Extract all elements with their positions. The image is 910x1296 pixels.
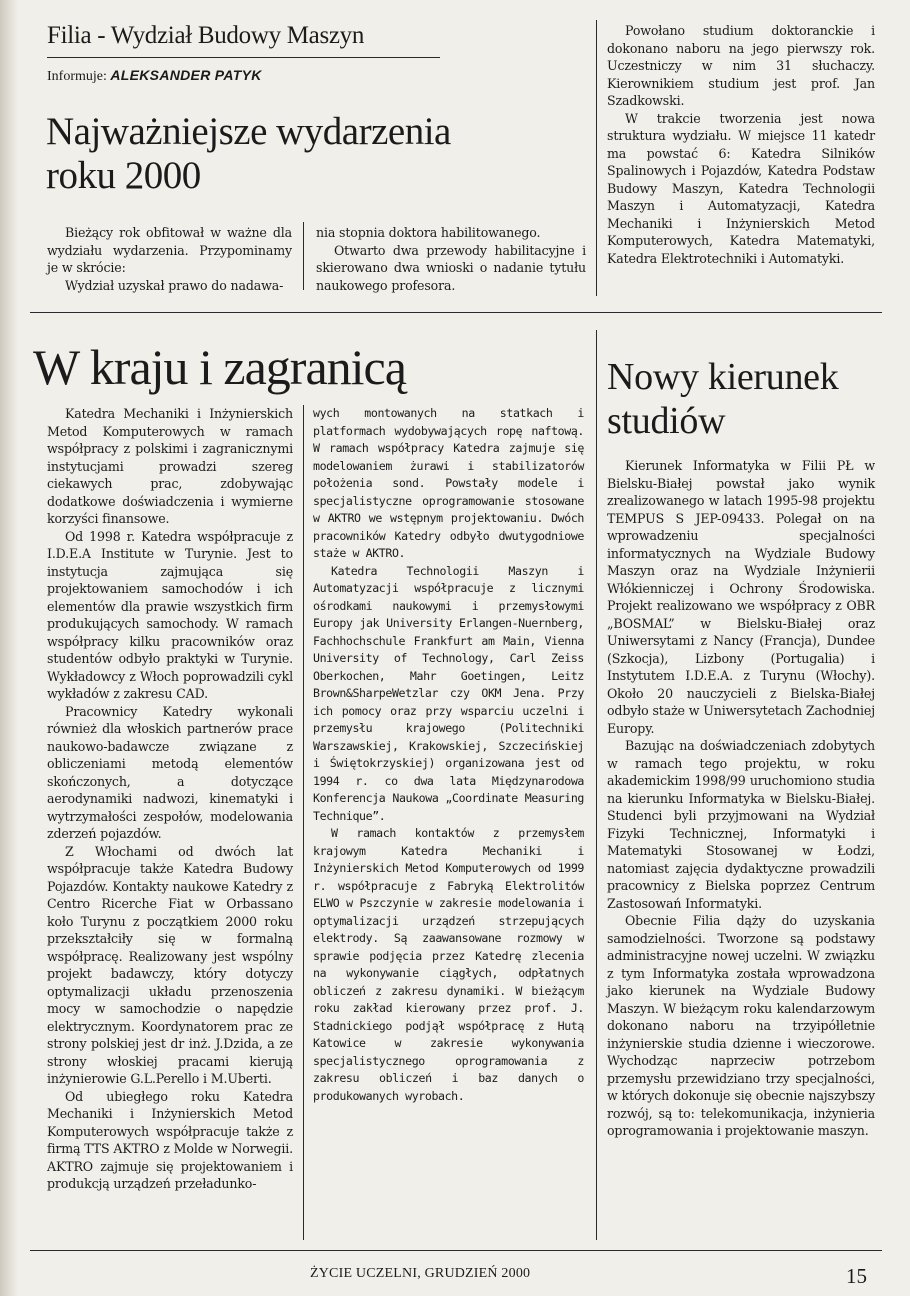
page-number: 15 [846,1264,867,1288]
page-binding-shadow [0,0,18,1296]
article3-paragraph: Bazując na doświadczeniach zdobytych w ramach tego projektu, w roku akademickim 1998/99 uruchomiono studia na kierunku Informatyka w Bielsku-Białej. Studenci byli przyjmowani na Wydział Fizyki Technicznej, Informatyki i Matematyki Stosowanej w Łodzi, natomiast zajęcia dydaktyczne prowadzili pracownicy z Bielska poprzez Centrum Zastosowań Informatyki. [607,738,875,911]
column-divider [303,405,304,1240]
byline-author: ALEKSANDER PATYK [110,67,262,83]
article2-title: W kraju i zagranicą [33,339,406,395]
article2-paragraph: Od 1998 r. Katedra współpracuje z I.D.E.A Institute w Turynie. Jest to instytucja zajmująca się projektowaniem samochodów i ich elementów dla prawie wszystkich firm produkujących samochody. W ramach współpracy kilku pracowników oraz studentów odbyło praktyki w Turynie. Wykładowcy z Włoch poprowadzili cykl wykładów z zakresu CAD. [47,528,293,701]
article1-column-1 [47,224,292,294]
column-divider [596,330,597,1240]
article1-paragraph: Wydział uzyskał prawo do nadawa- [65,277,284,293]
byline [47,67,262,85]
footer-rule [30,1250,882,1251]
header-rule [47,57,440,58]
article1-paragraph: Powołano studium doktoranckie i dokonano naboru na jego pierwszy rok. Uczestniczy w nim 31 słuchaczy. Kierownikiem studium jest prof. Jan Szadkowski. [607,23,875,108]
column-divider [596,20,597,296]
article2-paragraph: wych montowanych na statkach i platformach wydobywających ropę naftową. W ramach współpracy Katedra zajmuje się modelowaniem żurawi i stabilizatorów położenia sond. Powstały modele i specjalistyczne oprogramowanie stosowane w AKTRO we wstępnym projektowaniu. Dwóch pracowników Katedry odbyło dwutygodniowe staże w AKTRO. [313,406,584,560]
article3-paragraph: Kierunek Informatyka w Filii PŁ w Bielsku-Białej powstał jako wynik zrealizowanego w latach 1995-98 projektu TEMPUS S JEP-09433. Polegał on na wprowadzeniu specjalności informatycznych na Wydziale Budowy Maszyn oraz na Wydziale Inżynierii Włókienniczej i Ochrony Środowiska. Projekt realizowano we współpracy z OBR „BOSMAL” w Bielsku-Białej oraz Uniwersytami z Nancy (Francja), Dundee (Szkocja), Lizbony (Portugalia) i Instytutem I.D.E.A. z Turynu (Włochy). Około 20 nauczycieli z Bielska-Białej odbyło staże w Uniwersytetach Zachodniej Europy. [607,458,875,736]
article1-paragraph: Otwarto dwa przewody habilitacyjne i skierowano dwa wnioski o nadanie tytułu naukowego profesora. [316,242,586,293]
article1-column-2 [316,224,586,294]
article2-paragraph: W ramach kontaktów z przemysłem krajowym Katedra Mechaniki i Inżynierskich Metod Komputerowych od 1999 r. współpracuje z Fabryką Elektrolitów ELWO w Pszczynie w zakresie modelowania i optymalizacji urządzeń strzepujących elektrody. Są zaawansowane rozmowy w sprawie podjęcia przez Katedrę zlecenia na wykonywanie ciągłych, odpłatnych obliczeń z zakresu dynamiki. W bieżącym roku zakład kierowany przez prof. J. Stadnickiego podjął współpracę z Hutą Katowice w zakresie wykonywania specjalistycznego oprogramowania z zakresu obliczeń i baz danych o produkowanych wyrobach. [313,826,584,1103]
article2-paragraph: Pracownicy Katedry wykonali również dla włoskich partnerów prace naukowo-badawcze związane z obliczeniami metodą elementów skończonych, a dotyczące aerodynamiki nadwozi, kinematyki i wytrzymałości zespołów, modelowania zderzeń pojazdów. [47,703,293,841]
article2-paragraph: Z Włochami od dwóch lat współpracuje także Katedra Budowy Pojazdów. Kontakty naukowe Katedry z Centro Ricerche Fiat w Orbassano koło Turynu z początkiem 2000 roku przekształciły się w formalną współpracę. Realizowany jest wspólny projekt badawczy, który dotyczy optymalizacji układu przenoszenia mocy w samochodzie o napędzie elektrycznym. Koordynatorem prac ze strony polskiej jest dr inż. J.Dzida, a ze strony włoskiej pracami kierują inżynierowie G.L.Perello i M.Uberti. [47,843,293,1086]
article1-column-3 [607,22,875,267]
article3-title: Nowy kierunek studiów [607,356,839,442]
article2-paragraph: Katedra Mechaniki i Inżynierskich Metod Komputerowych w ramach współpracy z polskimi i zagranicznymi instytucjami prowadzi szereg ciekawych prac, zdobywając dodatkowe doświadczenia i wymierne korzyści finansowe. [47,406,293,526]
section-heading: Filia - Wydział Budowy Maszyn [47,22,365,49]
article1-paragraph: W trakcie tworzenia jest nowa struktura wydziału. W miejsce 11 katedr ma powstać 6: Katedra Silników Spalinowych i Pojazdów, Katedra Podstaw Budowy Maszyn, Katedra Technologii Maszyn i Automatyzacji, Katedra Mechaniki i Inżynierskich Metod Komputerowych, Katedra Matematyki, Katedra Elektrotechniki i Automatyki. [607,110,875,266]
column-divider [303,222,304,290]
article1-paragraph: Bieżący rok obfitował w ważne dla wydziału wydarzenia. Przypominamy je w skrócie: [47,225,292,275]
article3-paragraph: Obecnie Filia dąży do uzyskania samodzielności. Tworzone są podstawy administracyjne nowej uczelni. W związku z tym Informatyka została wprowadzona jako kierunek na Wydziale Budowy Maszyn. W bieżącym roku kalendarzowym dokonano naboru na trzyipółletnie inżynierskie studia dzienne i wieczorowe. Wychodząc naprzeciw potrzebom przemysłu przewidziano trzy specjalności, w których dokonuje się obecnie najszybszy rozwój, są to: telekomunikacja, inżynieria oprogramowania i projektowanie maszyn. [607,913,875,1138]
section-divider [30,312,882,313]
publication-footer: ŻYCIE UCZELNI, GRUDZIEŃ 2000 [310,1266,531,1281]
article1-paragraph: nia stopnia doktora habilitowanego. [316,225,541,240]
article2-paragraph: Od ubiegłego roku Katedra Mechaniki i Inżynierskich Metod Komputerowych współpracuje także z firmą TTS AKTRO z Molde w Norwegii. AKTRO zajmuje się projektowaniem i produkcją urządzeń przeładunko- [47,1088,293,1191]
article1-title: Najważniejsze wydarzenia roku 2000 [46,110,451,197]
article3-column [607,457,875,1140]
article2-column-1 [47,405,293,1193]
article2-paragraph: Katedra Technologii Maszyn i Automatyzacji współpracuje z licznymi ośrodkami naukowymi i przemysłowymi Europy jak University Erlangen-Nuernberg, Fachhochschule Frankfurt am Main, Vienna University of Technology, Carl Zeiss Oberkochen, Mahr Goetingen, Leitz Brown&SharpeWetzlar czy OKM Jena. Przy ich pomocy oraz przy wsparciu uczelni i przemysłu krajowego (Politechniki Warszawskiej, Krakowskiej, Szczecińskiej i Świętokrzyskiej) organizowana jest od 1994 r. co dwa lata Międzynarodowa Konferencja Naukowa „Coordinate Measuring Technique”. [313,563,584,823]
article2-column-2 [313,405,584,1105]
byline-prefix: Informuje: [47,69,107,84]
